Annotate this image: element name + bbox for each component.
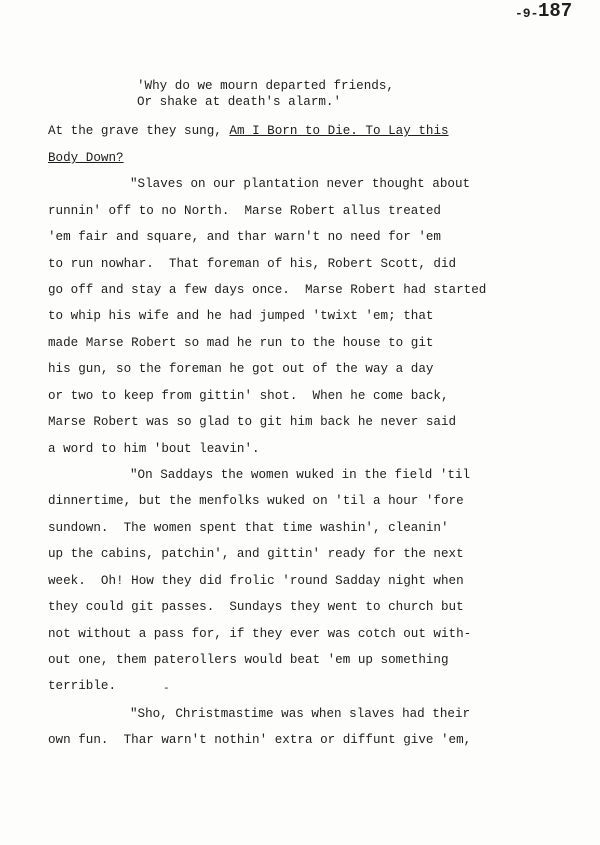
paragraph-line: Marse Robert was so glad to git him back he never said bbox=[48, 415, 457, 429]
paragraph-line: or two to keep from gittin' shot. When he come back, bbox=[48, 389, 449, 403]
paragraph-line: sundown. The women spent that time washin', cleanin' bbox=[48, 521, 449, 535]
paragraph-line: week. Oh! How they did frolic 'round Sadday night when bbox=[48, 574, 464, 588]
verse-line: 'Why do we mourn departed friends, bbox=[137, 79, 394, 93]
song-title-continued: Body Down? bbox=[48, 151, 124, 165]
paragraph-line: runnin' off to no North. Marse Robert allus treated bbox=[48, 204, 441, 218]
paragraph-line: a word to him 'bout leavin'. bbox=[48, 442, 260, 456]
paragraph-line: to run nowhar. That foreman of his, Robert Scott, did bbox=[48, 257, 457, 271]
paragraph-line: made Marse Robert so mad he run to the house to git bbox=[48, 336, 434, 350]
paragraph-line: not without a pass for, if they ever was cotch out with- bbox=[48, 627, 472, 641]
song-title: Am I Born to Die. To Lay this bbox=[229, 124, 449, 138]
paragraph-line: "Sho, Christmastime was when slaves had their bbox=[130, 707, 471, 721]
paragraph-line: 'em fair and square, and thar warn't no need for 'em bbox=[48, 230, 441, 244]
page-number: -9- bbox=[515, 6, 539, 21]
stray-mark: - bbox=[163, 683, 170, 695]
grave-prefix: At the grave they sung, bbox=[48, 124, 230, 138]
paragraph-line: up the cabins, patchin', and gittin' ready for the next bbox=[48, 547, 464, 561]
paragraph-line: they could git passes. Sundays they went to church but bbox=[48, 600, 464, 614]
paragraph-line: own fun. Thar warn't nothin' extra or diffunt give 'em, bbox=[48, 733, 472, 747]
paragraph-line: "On Saddays the women wuked in the field 'til bbox=[130, 468, 471, 482]
paragraph-line: "Slaves on our plantation never thought about bbox=[130, 177, 471, 191]
paragraph-line: to whip his wife and he had jumped 'twixt 'em; that bbox=[48, 309, 434, 323]
verse-line: Or shake at death's alarm.' bbox=[137, 95, 342, 109]
paragraph-line: dinnertime, but the menfolks wuked on 'til a hour 'fore bbox=[48, 494, 464, 508]
folio-number: 187 bbox=[538, 0, 573, 22]
paragraph-line: terrible. bbox=[48, 679, 117, 693]
grave-line bbox=[48, 123, 449, 139]
paragraph-line: go off and stay a few days once. Marse Robert had started bbox=[48, 283, 487, 297]
paragraph-line: his gun, so the foreman he got out of the way a day bbox=[48, 362, 434, 376]
paragraph-line: out one, them paterollers would beat 'em up something bbox=[48, 653, 449, 667]
